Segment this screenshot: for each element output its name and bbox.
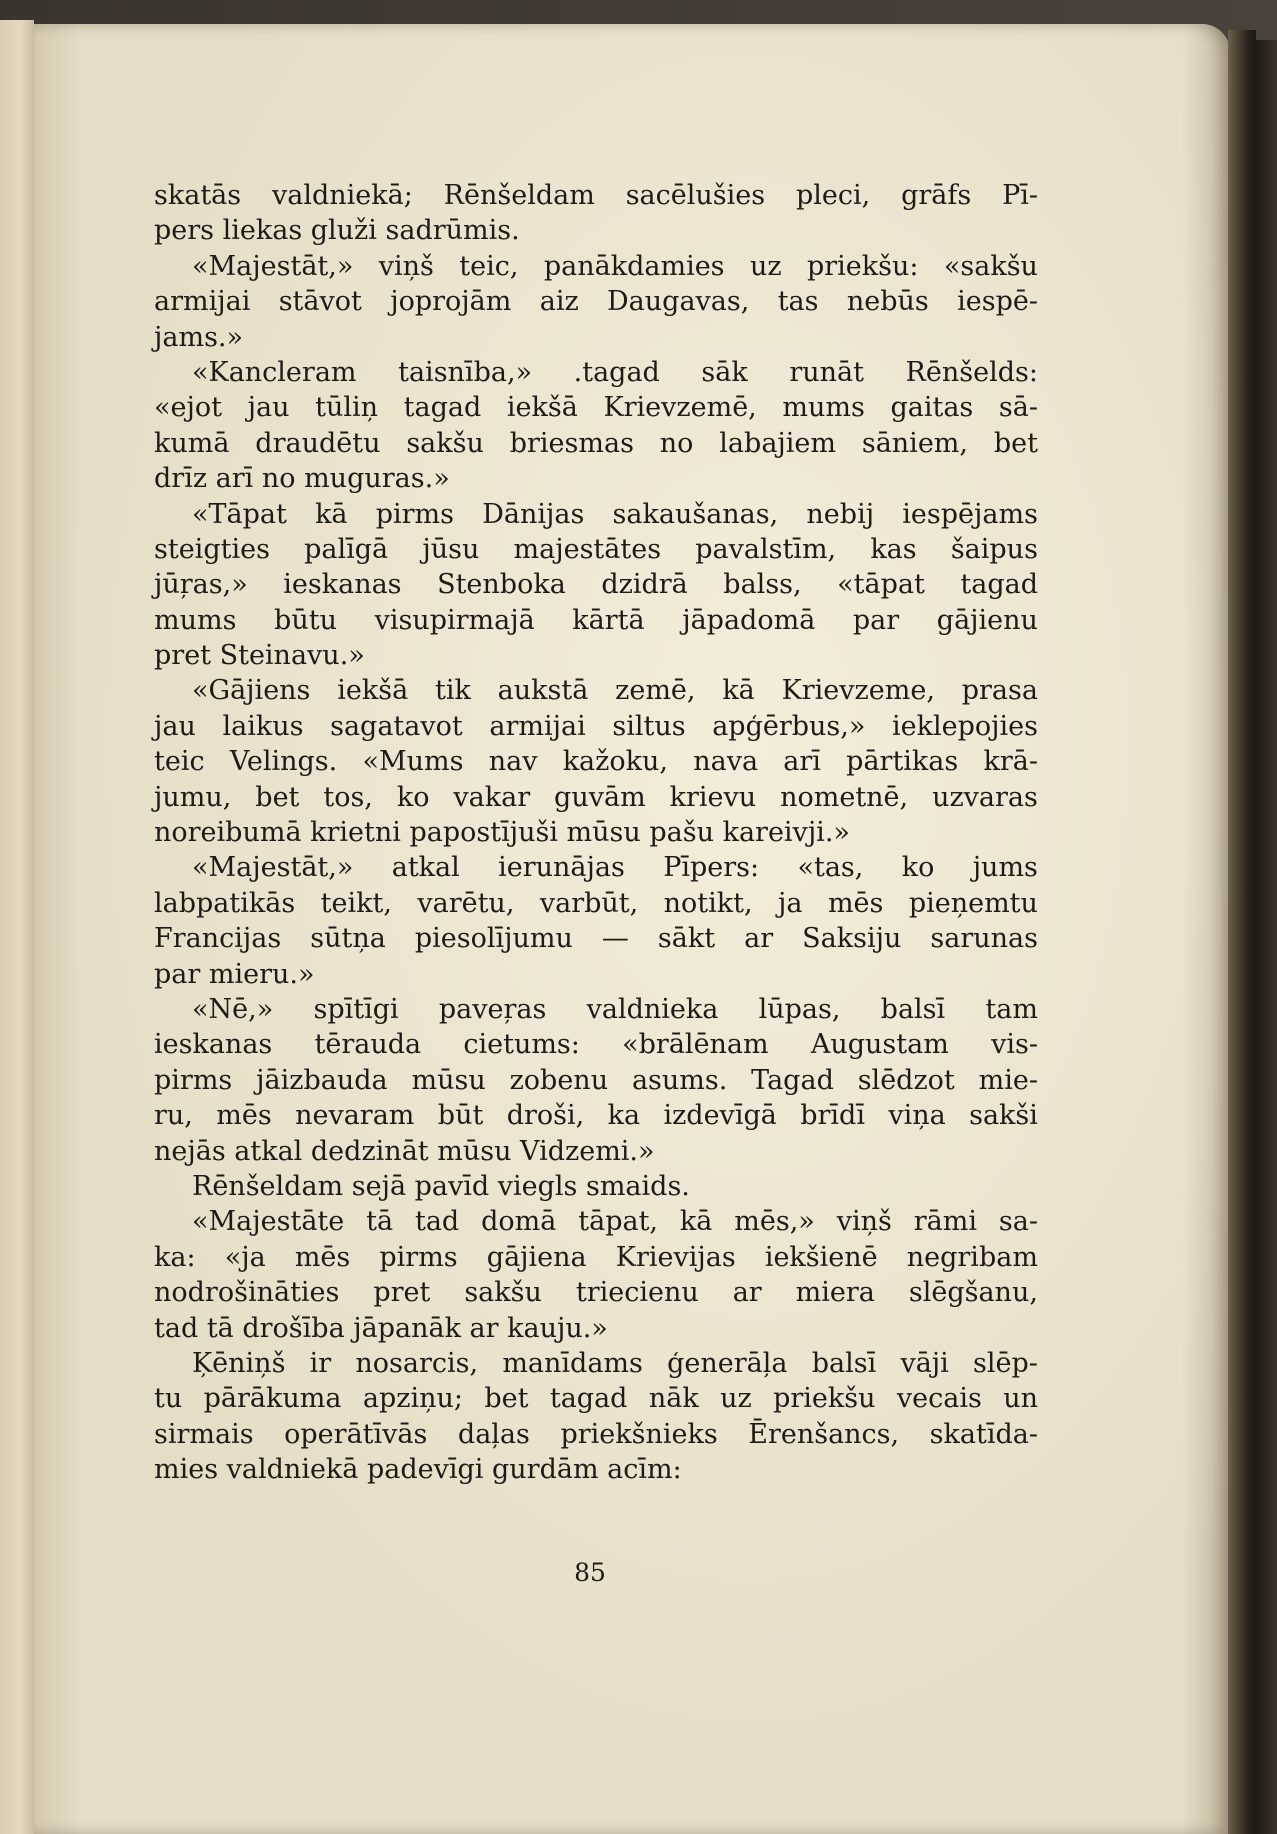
word: balsī [880, 993, 946, 1025]
word: brīdī [800, 1100, 865, 1132]
word: nometnē, [780, 781, 909, 813]
text-line [154, 992, 1038, 1027]
text-line-content: par mieru.» [154, 958, 315, 990]
word: «Majestāt,» [192, 852, 354, 884]
word: tagad [403, 392, 482, 424]
word: domā [481, 1206, 557, 1238]
word: Krievzeme, [781, 675, 935, 707]
word: «tas, [797, 852, 864, 884]
word: pirms [375, 498, 455, 530]
word: valdniekā; [271, 180, 413, 211]
word: sakšu [464, 1277, 542, 1309]
text-line [154, 1452, 1038, 1487]
word: kažoku, [562, 746, 668, 778]
word: ģenerāļa [667, 1347, 788, 1379]
word: Rēnšelds: [905, 356, 1038, 388]
word: Dānijas [482, 498, 585, 530]
word: dzidrā [601, 569, 688, 601]
word: lūpas, [758, 993, 841, 1025]
word: «sakšu [943, 250, 1038, 282]
word: Krievzemē, [603, 392, 757, 424]
word: jūŗas,» [154, 569, 248, 601]
word: teic, [459, 250, 519, 282]
text-line [154, 886, 1038, 921]
word: ru, [154, 1100, 193, 1132]
word: Tagad [751, 1064, 834, 1096]
word: sākt [657, 923, 716, 955]
word: tagad [960, 569, 1038, 601]
word: nebūs [846, 286, 929, 318]
word: spītīgi [313, 993, 399, 1025]
word: sūtņa [310, 923, 386, 955]
word: mūsu [411, 1064, 486, 1096]
word: nāk [648, 1383, 699, 1415]
word: tērauda [314, 1029, 422, 1061]
book-cover-edge [1256, 40, 1277, 1834]
word: iespējams [902, 498, 1038, 530]
word: droši, [506, 1100, 585, 1132]
word: aiz [539, 286, 579, 318]
word: krā- [983, 746, 1038, 778]
word: «tāpat [837, 569, 925, 601]
text-line [154, 780, 1038, 815]
word: asums. [631, 1064, 728, 1096]
text-line [154, 567, 1038, 602]
word: siltus [612, 710, 686, 742]
text-line [154, 603, 1038, 638]
word: sāk [701, 356, 748, 388]
word: labajiem [719, 427, 836, 459]
text-line [154, 355, 1038, 390]
word: vecais [896, 1383, 982, 1415]
word: apziņu; [362, 1383, 463, 1415]
word: nava [693, 746, 759, 778]
word: kā [722, 675, 755, 707]
body-text [154, 178, 1038, 1487]
word: runāt [789, 356, 864, 388]
word: teikt, [320, 887, 392, 919]
word: balss, [723, 569, 802, 601]
word: Ķēniņš [192, 1347, 286, 1379]
word: ko [396, 781, 430, 813]
word: armijai [154, 286, 251, 318]
word: Augustam [810, 1029, 949, 1061]
word: negribam [906, 1241, 1038, 1273]
word: ieskanas [283, 569, 402, 601]
word: «Mums [362, 746, 464, 778]
word: vis- [991, 1029, 1038, 1061]
text-line [154, 957, 1038, 992]
text-line [154, 744, 1038, 779]
word: mums [154, 604, 237, 636]
word: viņa [888, 1100, 946, 1132]
text-line [154, 1204, 1038, 1239]
text-line [154, 709, 1038, 744]
word: sakaušanas, [612, 498, 779, 530]
word: uz [749, 250, 782, 282]
word: bet [993, 427, 1038, 459]
word: kārtā [572, 604, 645, 636]
word: kas [870, 533, 917, 565]
word: armijai [489, 710, 586, 742]
word: zemē, [615, 675, 696, 707]
word: sa- [998, 1206, 1038, 1238]
word: mēs [294, 1241, 351, 1273]
word: triecienu [575, 1277, 699, 1309]
word: steigties [154, 533, 270, 565]
word: iekšienē [764, 1241, 878, 1273]
word: apģērbus,» [712, 710, 866, 742]
text-line [154, 1275, 1038, 1310]
word: zobenu [509, 1064, 609, 1096]
word: tik [434, 675, 471, 707]
word: nosarcis, [355, 1347, 479, 1379]
text-line [154, 1311, 1038, 1346]
word: nodrošināties [154, 1277, 340, 1309]
word: valdnieka [586, 993, 719, 1025]
word: joprojām [390, 286, 512, 318]
text-line [154, 1417, 1038, 1452]
word: pirms [379, 1241, 458, 1273]
text-line [154, 461, 1038, 496]
word: briesmas [509, 427, 634, 459]
text-line [154, 390, 1038, 425]
word: gājiena [486, 1241, 587, 1273]
word: skatīda- [929, 1418, 1038, 1450]
page-edge-shadow [1228, 30, 1256, 1834]
text-line [154, 249, 1038, 284]
word: sakšu [406, 427, 484, 459]
word: slēp- [973, 1347, 1038, 1379]
word: pirms [154, 1064, 233, 1096]
text-line-content: jams.» [154, 321, 244, 353]
word: ir [309, 1347, 332, 1379]
word: pleci, [795, 180, 871, 211]
word: Francijas [154, 923, 282, 955]
word: aukstā [497, 675, 589, 707]
word: jāizbauda [256, 1064, 388, 1096]
text-line [154, 426, 1038, 461]
word: vāji [900, 1347, 949, 1379]
word: tā [366, 1206, 394, 1238]
word: labpatikās [154, 887, 296, 919]
text-line-content: mies valdniekā padevīgi gurdām acīm: [154, 1454, 682, 1486]
text-line [154, 921, 1038, 956]
word: būtu [274, 604, 337, 636]
text-line [154, 673, 1038, 708]
word: uz [720, 1383, 752, 1415]
word: nebij [806, 498, 875, 530]
word: Rēnšeldam [443, 180, 595, 211]
word: laikus [222, 710, 304, 742]
word: ja [778, 887, 803, 919]
word: pavalstīm, [695, 533, 837, 565]
word: draudētu [255, 427, 381, 459]
text-line [154, 638, 1038, 673]
text-line-content: drīz arī no muguras.» [154, 463, 450, 495]
word: viņš [836, 1206, 892, 1238]
word: guvām [554, 781, 646, 813]
word: «brālēnam [622, 1029, 769, 1061]
word: palīgā [304, 533, 389, 565]
word: ar [732, 1277, 762, 1309]
word: no [659, 427, 694, 459]
word: iespē- [957, 286, 1038, 318]
word: daļas [457, 1418, 530, 1450]
word: «Kancleram [192, 356, 357, 388]
text-line [154, 284, 1038, 319]
word: jau [247, 392, 290, 424]
word: pieņemtu [908, 887, 1038, 919]
word: «ja [224, 1241, 266, 1273]
word: sacēlušies [625, 180, 766, 211]
word: uzvaras [932, 781, 1038, 813]
word: kā [679, 1206, 713, 1238]
word: mēs [827, 887, 884, 919]
word: piesolījumu [414, 923, 573, 955]
word: taisnība,» [398, 356, 533, 388]
word: priekšu: [806, 250, 919, 282]
word: mēs [216, 1100, 272, 1132]
word: jums [972, 852, 1038, 884]
word: priekšnieks [560, 1418, 718, 1450]
word: būt [437, 1100, 484, 1132]
text-line-content: pret Steinavu.» [154, 640, 365, 672]
word: stāvot [278, 286, 362, 318]
text-line [154, 1381, 1038, 1416]
word: sāniem, [861, 427, 968, 459]
word: Krievijas [615, 1241, 736, 1273]
word: viņš [378, 250, 434, 282]
text-line-content: noreibumā krietni papostījuši mūsu pašu kareivji.» [154, 817, 850, 849]
word: kumā [154, 427, 230, 459]
text-line [154, 497, 1038, 532]
left-page-edge [0, 20, 34, 1834]
word: grāfs [901, 180, 972, 211]
word: «Majestāt,» [192, 250, 354, 282]
word: pārtikas [846, 746, 959, 778]
word: vakar [453, 781, 531, 813]
word: un [1003, 1383, 1038, 1415]
word: ko [901, 852, 935, 884]
word: cietums: [463, 1029, 580, 1061]
text-line-content: nejās atkal dedzināt mūsu Vidzemi.» [154, 1135, 655, 1167]
word: sirmais [154, 1418, 254, 1450]
page-number: 85 [574, 1558, 606, 1587]
word: jāpadomā [682, 604, 816, 636]
word: izdevīgā [663, 1100, 777, 1132]
word: «Gājiens [192, 675, 311, 707]
word: visupirmajā [374, 604, 535, 636]
word: Velings. [229, 746, 338, 778]
word: krievu [669, 781, 757, 813]
word: majestātes [513, 533, 662, 565]
word: sakši [969, 1100, 1038, 1132]
word: ka [607, 1100, 641, 1132]
text-line-content: Rēnšeldam sejā pavīd viegls smaids. [192, 1170, 690, 1202]
text-line [154, 178, 1038, 213]
word: bet [484, 1383, 529, 1415]
word: jūsu [422, 533, 480, 565]
text-line [154, 1134, 1038, 1169]
word: tam [985, 993, 1038, 1025]
word: ieskanas [154, 1029, 273, 1061]
word: prasa [961, 675, 1038, 707]
word: slēdzot [857, 1064, 955, 1096]
word: iekšā [337, 675, 409, 707]
word: notikt, [663, 887, 753, 919]
word: paveŗas [438, 993, 547, 1025]
word: Pī- [1002, 180, 1038, 211]
word: .tagad [573, 356, 660, 388]
text-line [154, 532, 1038, 567]
word: tad [414, 1206, 460, 1238]
word: tagad [549, 1383, 628, 1415]
word: manīdams [502, 1347, 643, 1379]
word: balsī [811, 1347, 877, 1379]
word: iekšā [506, 392, 578, 424]
word: tūliņ [315, 392, 378, 424]
word: tu [154, 1383, 183, 1415]
word: Ērenšancs, [748, 1418, 900, 1450]
word: tos, [323, 781, 373, 813]
word: Stenboka [437, 569, 566, 601]
text-line [154, 1027, 1038, 1062]
text-line [154, 815, 1038, 850]
text-line [154, 1098, 1038, 1133]
word: šaipus [950, 533, 1038, 565]
word: arī [783, 746, 821, 778]
word: nevaram [295, 1100, 415, 1132]
word: ka: [154, 1241, 196, 1273]
word: jumu, [154, 781, 232, 813]
word: mēs,» [734, 1206, 815, 1238]
text-line [154, 213, 1038, 248]
word: skatās [154, 180, 242, 211]
word: tas [777, 286, 819, 318]
word: rāmi [913, 1206, 977, 1238]
word: priekšu [773, 1383, 876, 1415]
word: tāpat, [578, 1206, 659, 1238]
word: jau [154, 710, 196, 742]
word: «Nē,» [192, 993, 274, 1025]
word: par [852, 604, 900, 636]
word: Daugavas, [607, 286, 750, 318]
word: «Majestāte [192, 1206, 345, 1238]
word: «Tāpat [192, 498, 287, 530]
word: «ejot [154, 392, 222, 424]
word: varētu, [417, 887, 515, 919]
word: panākdamies [543, 250, 725, 282]
word: ar [744, 923, 774, 955]
text-line [154, 850, 1038, 885]
word: bet [255, 781, 300, 813]
word: teic [154, 746, 205, 778]
word: pārākuma [203, 1383, 342, 1415]
word: slēgšanu, [908, 1277, 1038, 1309]
word: pret [373, 1277, 431, 1309]
word: atkal [391, 852, 460, 884]
text-line [154, 1063, 1038, 1098]
word: sagatavot [330, 710, 463, 742]
text-line-content: pers liekas gluži sadrūmis. [154, 215, 520, 247]
word: ierunājas [498, 852, 625, 884]
word: sā- [998, 392, 1038, 424]
word: sarunas [930, 923, 1038, 955]
word: gaitas [890, 392, 974, 424]
word: mums [782, 392, 865, 424]
text-line-content: tad tā drošība jāpanāk ar kauju.» [154, 1312, 608, 1344]
word: nav [488, 746, 538, 778]
word: varbūt, [539, 887, 639, 919]
word: — [601, 923, 629, 955]
text-line [154, 1240, 1038, 1275]
text-line [154, 320, 1038, 355]
word: Pīpers: [663, 852, 760, 884]
text-line [154, 1169, 1038, 1204]
word: operātīvās [284, 1418, 428, 1450]
word: miera [795, 1277, 875, 1309]
word: Saksiju [802, 923, 902, 955]
word: kā [315, 498, 348, 530]
word: gājienu [936, 604, 1038, 636]
word: mie- [978, 1064, 1038, 1096]
text-line [154, 1346, 1038, 1381]
word: ieklepojies [892, 710, 1038, 742]
